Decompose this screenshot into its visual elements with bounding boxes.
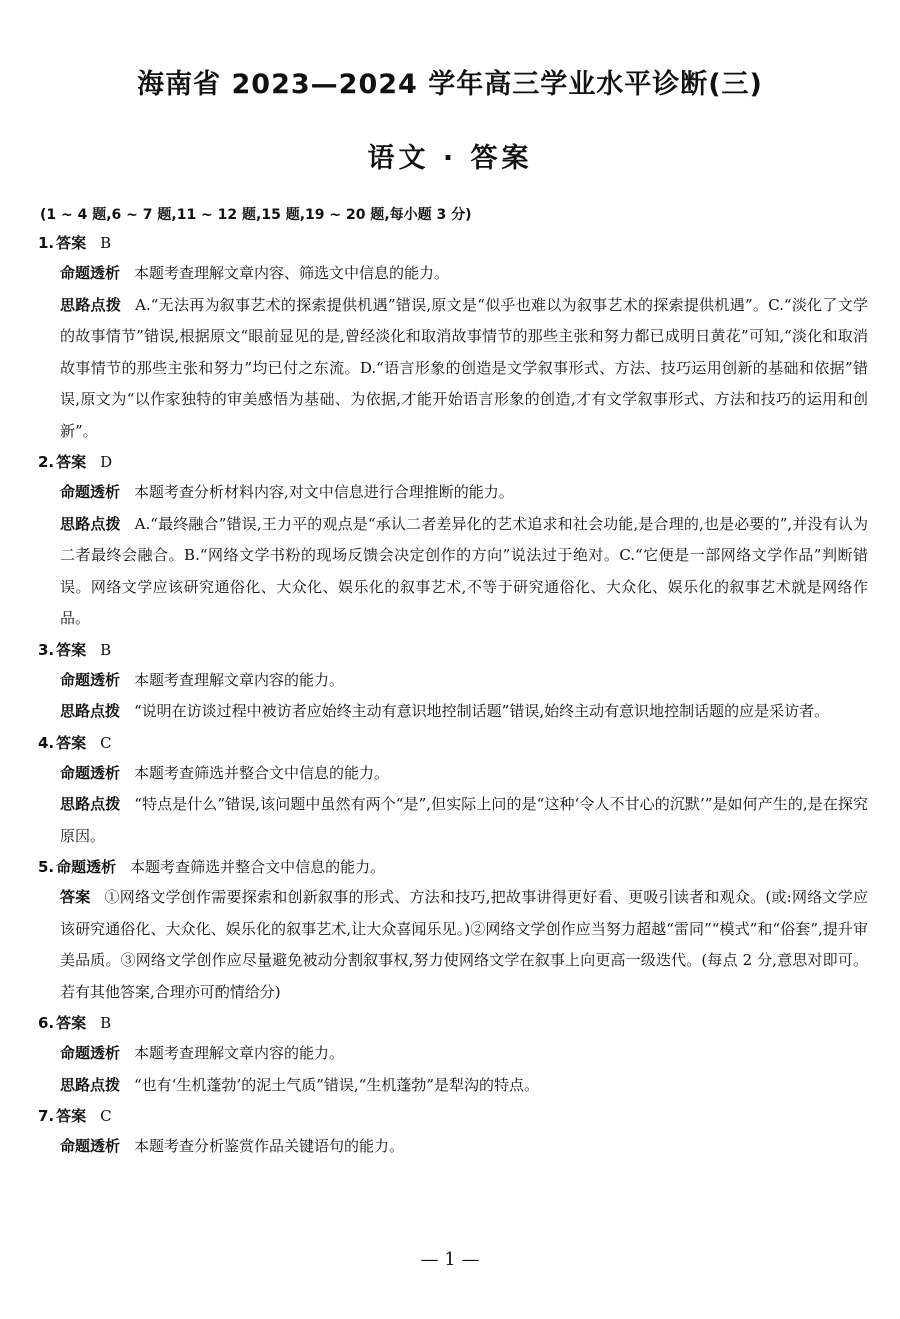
answer-content <box>38 202 868 1163</box>
question-header <box>38 228 868 258</box>
paragraph-text: 本题考查理解文章内容的能力。 <box>134 1044 345 1062</box>
paragraph-text: 本题考查理解文章内容的能力。 <box>134 670 345 689</box>
question-header <box>38 1101 868 1131</box>
paragraph-text: 本题考查筛选并整合文中信息的能力。 <box>134 763 390 782</box>
paragraph-text: 本题考查分析鉴赏作品关键语句的能力。 <box>134 1137 405 1155</box>
analysis-paragraph <box>38 758 868 790</box>
question-number: 1. <box>38 234 55 252</box>
paragraph-text: A.“最终融合”错误,王力平的观点是“承认二者差异化的艺术追求和社会功能,是合理的,也是必要的”,并没有认为二者最终会融合。B.“网络文学书粉的现场反馈会决定创作的方向”说法过于绝对。C.“它便是一部网络文学作品”判断错误。网络文学应该研究通俗化、大众化、娱乐化的叙事艺术,不等于研究通俗化、大众化、娱乐化的叙事艺术就是网络作品。 <box>60 514 868 627</box>
question-1 <box>38 228 868 447</box>
paragraph-text: 本题考查分析材料内容,对文中信息进行合理推断的能力。 <box>134 483 514 501</box>
paragraph-label: 思路点拨 <box>60 295 122 314</box>
analysis-paragraph <box>38 1038 868 1070</box>
analysis-paragraph <box>38 665 868 697</box>
question-header <box>38 447 868 477</box>
analysis-paragraph <box>38 258 868 290</box>
question-header <box>38 1008 868 1038</box>
question-6 <box>38 1008 868 1101</box>
paragraph-text: “说明在访谈过程中被访者应始终主动有意识地控制话题”错误,始终主动有意识地控制话题的应是采访者。 <box>134 702 830 720</box>
paragraph-label: 答案 <box>60 888 91 906</box>
question-5 <box>38 852 868 1008</box>
hint-paragraph <box>38 509 868 635</box>
paragraph-label: 命题透析 <box>60 670 121 689</box>
page-number: — 1 — <box>420 1249 480 1270</box>
question-number: 7. <box>38 1107 55 1125</box>
answer-value: B <box>100 1014 112 1032</box>
paragraph-label: 命题透析 <box>60 264 121 282</box>
paragraph-text: “特点是什么”错误,该问题中虽然有两个“是”,但实际上问的是“这种‘令人不甘心的沉默’”是如何产生的,是在探究原因。 <box>60 795 868 845</box>
paragraph-text: A.“无法再为叙事艺术的探索提供机遇”错误,原文是“似乎也难以为叙事艺术的探索提供机遇”。C.“淡化了文学的故事情节”错误,根据原文“眼前显见的是,曾经淡化和取消故事情节的那些主张和努力都已成明日黄花”可知,“淡化和取消故事情节的那些主张和努力”均已付之东流。D.“语言形象的创造是文学叙事形式、方法、技巧运用创新的基础和依据”错误,原文为“以作家独特的审美感悟为基础、为依据,才能开始语言形象的创造,才有文学叙事形式、方法和技巧的运用和创新”。 <box>60 295 868 440</box>
answer-label: 答案 <box>56 1107 87 1125</box>
paragraph-label: 思路点拨 <box>60 514 121 533</box>
question-3 <box>38 635 868 728</box>
question-header <box>38 728 868 758</box>
question-header <box>38 852 868 882</box>
paragraph-text: 本题考查理解文章内容、筛选文中信息的能力。 <box>134 264 450 282</box>
analysis-value: 本题考查筛选并整合文中信息的能力。 <box>130 858 386 876</box>
hint-paragraph <box>38 290 868 448</box>
answer-label: 答案 <box>56 453 87 471</box>
analysis-paragraph <box>38 1131 868 1163</box>
question-number: 6. <box>38 1014 55 1032</box>
answer-value: C <box>100 733 112 752</box>
answer-paragraph <box>38 882 868 1008</box>
scoring-note: (1 ~ 4 题,6 ~ 7 题,11 ~ 12 题,15 题,19 ~ 20 题,每小题 3 分) <box>40 207 472 223</box>
analysis-label: 命题透析 <box>56 858 117 876</box>
paragraph-text: ①网络文学创作需要探索和创新叙事的形式、方法和技巧,把故事讲得更好看、更吸引读者和观众。(或:网络文学应该研究通俗化、大众化、娱乐化的叙事艺术,让大众喜闻乐见。)②网络文学创作应当努力超越“雷同”“模式”和“俗套”,提升审美品质。③网络文学创作应尽量避免被动分割叙事权,努力使网络文学在叙事上向更高一级迭代。(每点 2 分,意思对即可。若有其他答案,合理亦可酌情给分) <box>60 888 868 1001</box>
answer-label: 答案 <box>56 234 87 252</box>
page-subtitle: 语文 · 答案 <box>367 143 533 174</box>
answer-value: B <box>100 234 112 252</box>
paragraph-label: 命题透析 <box>60 1137 121 1155</box>
paragraph-label: 思路点拨 <box>60 1075 121 1094</box>
paragraph-label: 命题透析 <box>60 1044 121 1062</box>
paragraph-label: 命题透析 <box>60 483 121 501</box>
question-number: 5. <box>38 858 55 876</box>
page-title: 海南省 2023—2024 学年高三学业水平诊断(三) <box>137 69 763 100</box>
paragraph-text: “也有‘生机蓬勃’的泥土气质”错误,“生机蓬勃”是犁沟的特点。 <box>134 1075 539 1094</box>
question-number: 4. <box>38 733 55 752</box>
question-4 <box>38 728 868 853</box>
answer-value: C <box>100 1107 112 1125</box>
answer-label: 答案 <box>56 640 87 659</box>
paragraph-label: 思路点拨 <box>60 795 121 813</box>
question-7 <box>38 1101 868 1163</box>
answer-value: B <box>100 640 112 659</box>
hint-paragraph <box>38 696 868 728</box>
question-number: 2. <box>38 453 55 471</box>
hint-paragraph <box>38 789 868 852</box>
answer-label: 答案 <box>56 1014 87 1032</box>
answer-value: D <box>100 453 113 471</box>
analysis-paragraph <box>38 477 868 509</box>
hint-paragraph <box>38 1070 868 1102</box>
question-header <box>38 635 868 665</box>
question-number: 3. <box>38 640 55 659</box>
question-2 <box>38 447 868 635</box>
answer-label: 答案 <box>56 733 87 752</box>
paragraph-label: 思路点拨 <box>60 702 121 720</box>
paragraph-label: 命题透析 <box>60 763 121 782</box>
